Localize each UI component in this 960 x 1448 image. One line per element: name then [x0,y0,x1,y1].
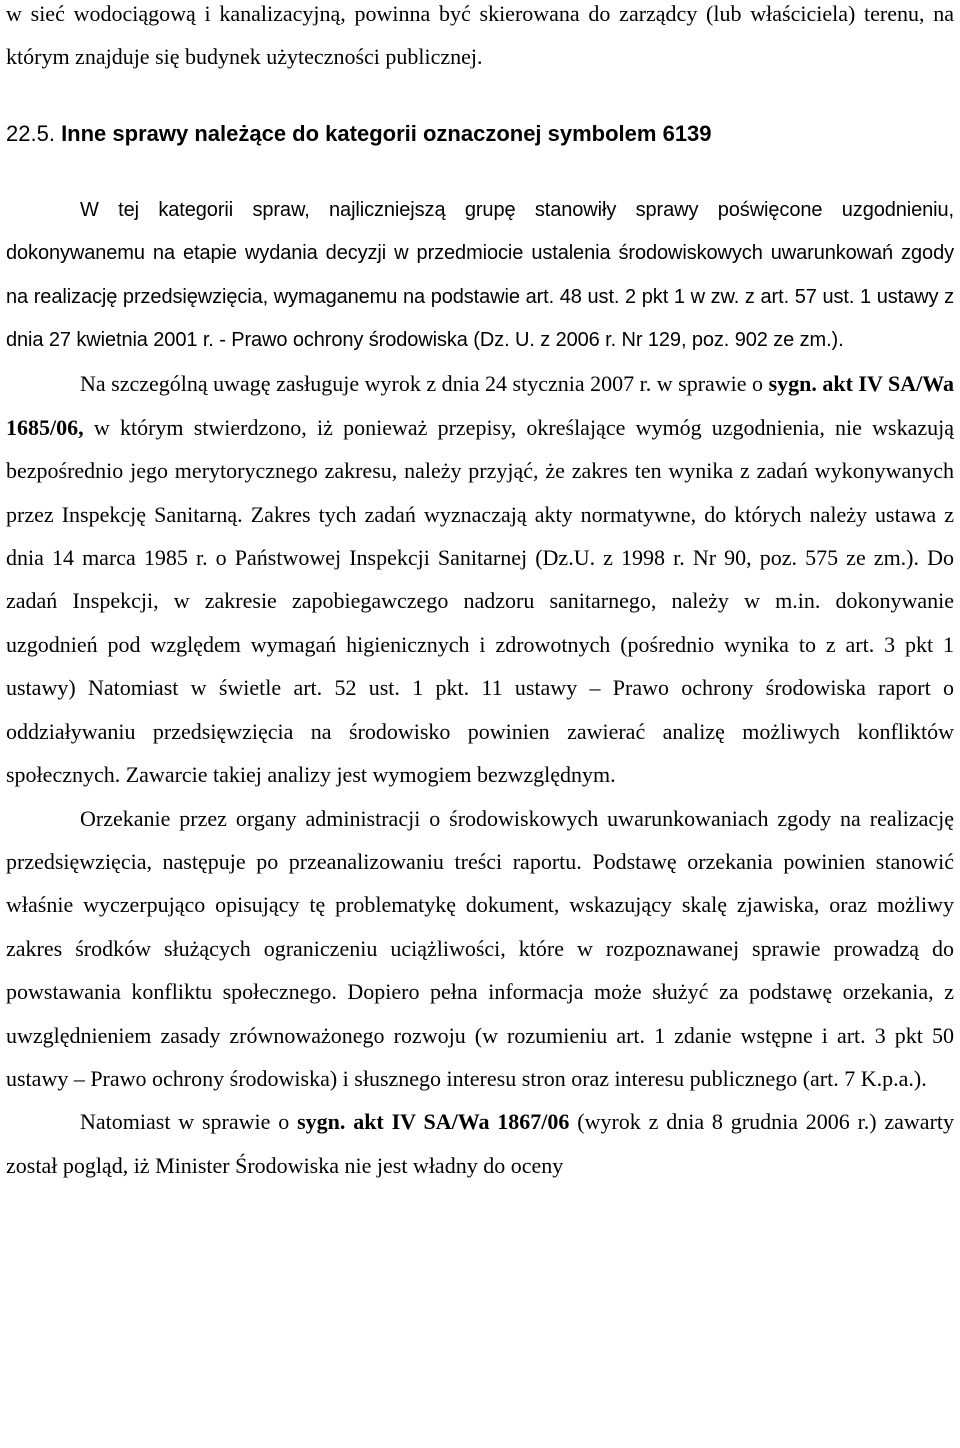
ruling-1867-body: (wyrok z dnia 8 grudnia 2006 r.) zawarty został pogląd, iż Minister Środowiska nie jest władny do oceny [6,1109,955,1178]
paragraph-category-description: W tej kategorii spraw, najliczniejszą grupę stanowiły sprawy poświęcone uzgodnieniu, dokonywanemu na etapie wydania decyzji w przedmiocie ustalenia środowiskowych uwarunkowań zgody na realizację przedsięwzięcia, wymaganemu na podstawie art. 48 ust. 2 pkt 1 w zw. z art. 57 ust. 1 ustawy z dnia 27 kwietnia 2001 r. - Prawo ochrony środowiska (Dz. U. z 2006 r. Nr 129, poz. 902 ze zm.). [6,198,954,352]
section-number: 22.5. [6,120,55,146]
ruling-1685-body: w którym stwierdzono, iż ponieważ przepisy, określające wymóg uzgodnienia, nie wskazują bezpośrednio jego merytorycznego zakresu, należy przyjąć, że zakres ten wynika z zadań wykonywanych przez Inspekcję Sanitarną. Zakres tych zadań wyznaczają akty normatywne, do których należy ustawa z dnia 14 marca 1985 r. o Państwowej Inspekcji Sanitarnej (Dz.U. z 1998 r. Nr 90, poz. 575 ze zm.). Do zadań Inspekcji, w zakresie zapobiegawczego nadzoru sanitarnego, należy w m.in. dokonywanie uzgodnień pod względem wymagań higienicznych i zdrowotnych (pośrednio wynika to z art. 3 pkt 1 ustawy) Natomiast w świetle art. 52 ust. 1 pkt. 11 ustawy – Prawo ochrony środowiska raport o oddziaływaniu przedsięwzięcia na środowisko powinien zawierać analizę możliwych konfliktów społecznych. Zawarcie takiej analizy jest wymogiem bezwzględnym. [6,414,954,788]
paragraph-ruling-1867 [6,1100,954,1187]
document-page [6,0,954,1187]
paragraph-orzekanie: Orzekanie przez organy administracji o środowiskowych uwarunkowaniach zgody na realizację przedsięwzięcia, następuje po przeanalizowaniu treści raportu. Podstawę orzekania powinien stanowić właśnie wyczerpująco opisujący tę problematykę dokument, wskazujący skalę zjawiska, oraz możliwy zakres środków służących ograniczeniu uciążliwości, które w rozpoznawanej sprawie prowadzą do powstawania konfliktu społecznego. Dopiero pełna informacja może służyć za podstawę orzekania, z uwzględnieniem zasady zrównoważonego rozwoju (w rozumieniu art. 1 zdanie wstępne i art. 3 pkt 50 ustawy – Prawo ochrony środowiska) i słusznego interesu stron oraz interesu publicznego (art. 7 K.p.a.). [6,805,954,1091]
ruling-1685-signature: sygn. akt IV SA/Wa 1685/06, [6,371,955,440]
ruling-1867-signature: sygn. akt IV SA/Wa 1867/06 [297,1109,570,1135]
paragraph-ruling-1685 [6,362,954,796]
paragraph-continuation: w sieć wodociągową i kanalizacyjną, powinna być skierowana do zarządcy (lub właściciela) terenu, na którym znajduje się budynek użyteczności publicznej. [6,1,954,70]
section-heading [6,121,954,147]
ruling-1867-lead: Natomiast w sprawie o [80,1109,298,1135]
ruling-1685-lead: Na szczególną uwagę zasługuje wyrok z dnia 24 stycznia 2007 r. w sprawie o [80,371,769,397]
section-title: Inne sprawy należące do kategorii oznaczonej symbolem 6139 [61,120,712,146]
